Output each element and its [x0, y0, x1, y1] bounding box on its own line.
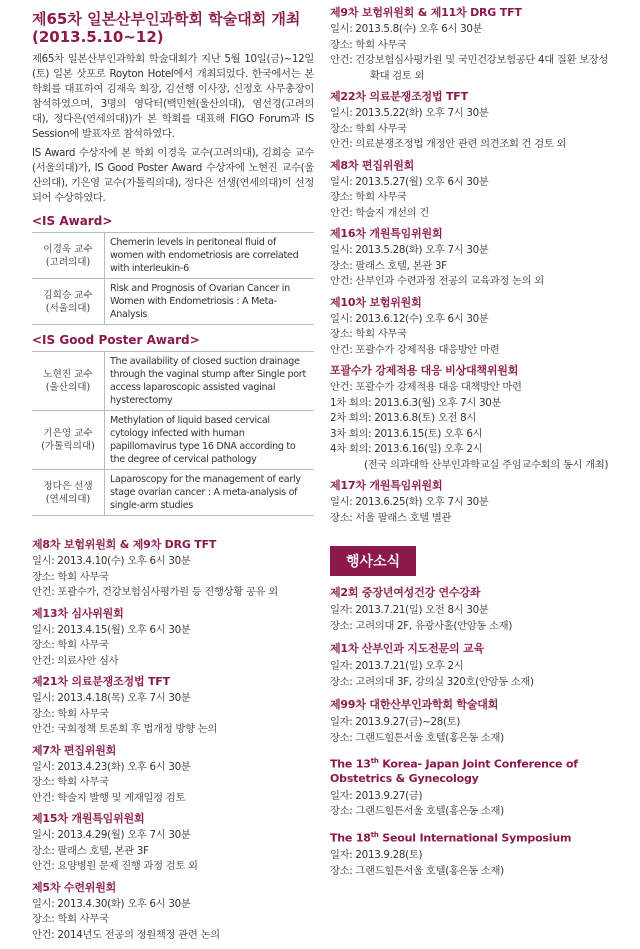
table-row: 이경욱 교수 (고려의대) Chemerin levels in peritoneal fluid of women with endometriosis are correlated with interleukin-6 — [32, 233, 314, 279]
intro-text — [32, 52, 314, 206]
meeting-block: 제21차 의료분쟁조정법 TFT 일시: 2013.4.18(목) 오후 7시 30분 장소: 학회 사무국 안건: 국회정책 토론회 후 법개정 방향 논의 — [32, 675, 218, 735]
meeting-block: 제9차 보험위원회 & 제11차 DRG TFT 일시: 2013.5.8(수) 오후 6시 30분 장소: 학회 사무국 안건: 건강보험심사평가원 및 국민건강보험공단 4대 질환 보장성 확대 검토 외 — [330, 6, 609, 82]
meeting-block: 제8차 편집위원회 일시: 2013.5.27(월) 오후 6시 30분 장소: 학회 사무국 안건: 학술지 개선의 건 — [330, 158, 489, 219]
event-block: The 18th Seoul International Symposium 일자: 2013.9.28(토) 장소: 그랜드힐튼서울 호텔(홍은동 소재) — [330, 830, 572, 877]
meeting-block: 제7차 편집위원회 일시: 2013.4.23(화) 오후 6시 30분 장소: 학회 사무국 안건: 학술지 발행 및 게재일정 검토 — [32, 743, 191, 804]
event-block: 제99차 대한산부인과학회 학술대회 일자: 2013.9.27(금)~28(토) 장소: 그랜드힐튼서울 호텔(홍은동 소재) — [330, 698, 504, 744]
table-row: 기은영 교수 (가톨릭의대) Methylation of liquid based cervical cytology infected with human papillomavirus type 16 DNA according to the degree of cervical pathology — [32, 411, 314, 470]
meeting-block: 제16차 개원특임위원회 일시: 2013.5.28(화) 오후 7시 30분 장소: 팔래스 호텔, 본관 3F 안건: 산부인과 수련과정 전공의 교육과정 논의 외 — [330, 227, 544, 287]
event-block: 제2회 중장년여성건강 연수강좌 일자: 2013.7.21(일) 오전 8시 30분 장소: 고려의대 2F, 유광사홀(안암동 소재) — [330, 586, 513, 632]
table-row: 김희승 교수 (서울의대) Risk and Prognosis of Ovarian Cancer in Women with Endometriosis : A Meta-Analysis — [32, 279, 314, 325]
meeting-block: 제8차 보험위원회 & 제9차 DRG TFT 일시: 2013.4.10(수) 오후 6시 30분 장소: 학회 사무국 안건: 포괄수가, 건강보험심사평가원 등 진행상황 공유 외 — [32, 538, 278, 598]
meeting-block: 제5차 수련위원회 일시: 2013.4.30(화) 오후 6시 30분 장소: 학회 사무국 안건: 2014년도 전공의 정원책정 관련 논의 — [32, 880, 220, 941]
meeting-block: 제10차 보험위원회 일시: 2013.6.12(수) 오후 6시 30분 장소: 학회 사무국 안건: 포괄수가 강제적용 대응방안 마련 — [330, 295, 500, 356]
meeting-block: 제13차 심사위원회 일시: 2013.4.15(월) 오후 6시 30분 장소: 학회 사무국 안건: 의료사안 심사 — [32, 606, 191, 667]
is-award-table — [32, 232, 314, 325]
meeting-block: 제22차 의료분쟁조정법 TFT 일시: 2013.5.22(화) 오후 7시 30분 장소: 학회 사무국 안건: 의료분쟁조정법 개정안 관련 의견조회 건 검토 외 — [330, 90, 567, 150]
event-block: The 13th Korea- Japan Joint Conference of Obstetrics & Gynecology 일자: 2013.9.27(금) 장소: 그랜드힐튼서울 호텔(홍은동 소재) — [330, 757, 578, 818]
article-title: 제65차 일본산부인과학회 학술대회 개최 (2013.5.10~12) — [32, 10, 301, 46]
intro-paragraph: IS Award 수상자에 본 학회 이경욱 교수(고려의대), 김희승 교수(서울의대)가, IS Good Poster Award 수상자에 노현진 교수(울산의대), 기은영 교수(가톨릭의대), 정다은 선생(연세의대)이 선정되어 수상하였다. — [32, 147, 314, 204]
meeting-block: 제15차 개원특임위원회 일시: 2013.4.29(월) 오후 7시 30분 장소: 팔래스 호텔, 본관 3F 안건: 요양병원 문제 진행 과정 검토 외 — [32, 812, 198, 872]
is-award-heading: <IS Award> — [32, 214, 113, 228]
intro-paragraph: 제65차 일본산부인과학회 학술대회가 지난 5월 10일(금)~12일(토) 일본 삿포로 Royton Hotel에서 개최되었다. 한국에서는 본 학회를 대표하여 김재욱 회장, 김선행 이사장, 신정호 사무총장이 참석하였으며, 3명의 영닥터(백민현(울산의대), 염선경(고려의대), 정다은(연세의대))가 본 학회를 대표해 FIGO Forum과 IS Session에 발표자로 참석하였다. — [32, 53, 314, 140]
left-column — [32, 6, 314, 949]
event-block: 제1차 산부인과 지도전문의 교육 일자: 2013.7.21(일) 오후 2시 장소: 고려의대 3F, 강의실 320호(안암동 소재) — [330, 642, 534, 688]
emergency-committee-block: 포괄수가 강제적용 대응 비상대책위원회 안건: 포괄수가 강제적용 대응 대책방안 마련 1차 회의: 2013.6.3(월) 오후 7시 30분 2차 회의: 2013.6.8(토) 오전 8시 3차 회의: 2013.6.15(토) 오후 6시 4차 회의: 2013.6.16(일) 오후 2시 (전국 의과대학 산부인과학교실 주임교수회의 동시 개최) — [330, 364, 609, 471]
table-row: 노현진 교수 (울산의대) The availability of closed suction drainage through the vaginal stump after Single port access laparoscopic assisted vaginal hysterectomy — [32, 352, 314, 411]
poster-award-heading: <IS Good Poster Award> — [32, 333, 200, 347]
right-column — [330, 6, 620, 887]
events-banner: 행사소식 — [330, 546, 416, 576]
table-row: 정다은 선생 (연세의대) Laparoscopy for the management of early stage ovarian cancer : A meta-analysis of single-arm studies — [32, 470, 314, 516]
meeting-block: 제17차 개원특임위원회 일시: 2013.6.25(화) 오후 7시 30분 장소: 서울 팔래스 호텔 별관 — [330, 479, 489, 524]
poster-award-table — [32, 351, 314, 516]
